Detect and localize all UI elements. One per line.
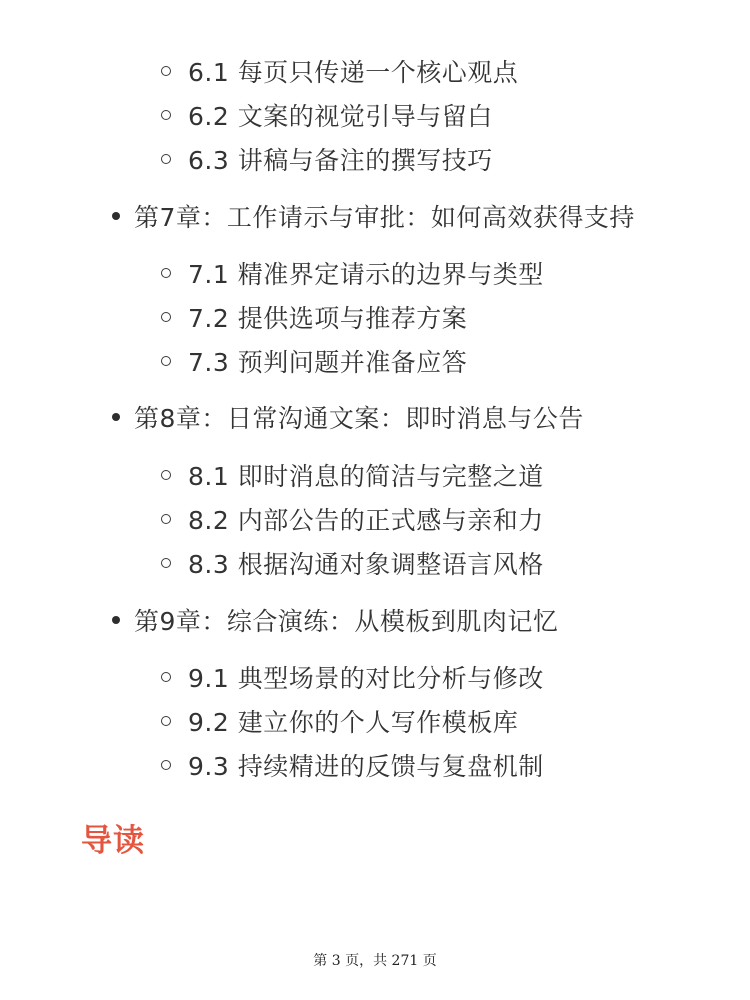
- toc-section-label: 8.3 根据沟通对象调整语言风格: [188, 550, 544, 579]
- toc-chapter-label: 第7章：工作请示与审批：如何高效获得支持: [134, 203, 635, 232]
- section-heading: 导读: [81, 823, 145, 859]
- toc-chapter-label: 第9章：综合演练：从模板到肌肉记忆: [134, 607, 559, 636]
- toc-section-9-2[interactable]: [161, 701, 518, 741]
- toc-section-6-2[interactable]: [161, 95, 493, 135]
- toc-section-label: 8.1 即时消息的简洁与完整之道: [188, 462, 544, 491]
- toc-section-7-3[interactable]: [161, 341, 467, 381]
- toc-section-8-2[interactable]: [161, 499, 544, 539]
- toc-section-label: 6.2 文案的视觉引导与留白: [188, 102, 493, 131]
- dot-bullet-icon: [112, 413, 120, 421]
- toc-section-9-3[interactable]: [161, 745, 544, 785]
- dot-bullet-icon: [112, 212, 120, 220]
- toc-chapter-7[interactable]: [112, 196, 635, 236]
- circle-bullet-icon: [161, 356, 171, 366]
- toc-section-label: 8.2 内部公告的正式感与亲和力: [188, 506, 544, 535]
- circle-bullet-icon: [161, 268, 171, 278]
- circle-bullet-icon: [161, 470, 171, 480]
- toc-section-label: 9.2 建立你的个人写作模板库: [188, 708, 519, 737]
- toc-section-label: 7.3 预判问题并准备应答: [188, 348, 468, 377]
- circle-bullet-icon: [161, 66, 171, 76]
- toc-section-8-1[interactable]: [161, 455, 544, 495]
- toc-chapter-label: 第8章：日常沟通文案：即时消息与公告: [134, 404, 584, 433]
- circle-bullet-icon: [161, 672, 171, 682]
- toc-section-label: 9.3 持续精进的反馈与复盘机制: [188, 752, 544, 781]
- circle-bullet-icon: [161, 760, 171, 770]
- toc-section-7-1[interactable]: [161, 253, 544, 293]
- toc-chapter-9[interactable]: [112, 600, 558, 640]
- toc-section-label: 6.1 每页只传递一个核心观点: [188, 58, 519, 87]
- toc-section-8-3[interactable]: [161, 543, 544, 583]
- circle-bullet-icon: [161, 716, 171, 726]
- circle-bullet-icon: [161, 312, 171, 322]
- circle-bullet-icon: [161, 514, 171, 524]
- toc-section-label: 6.3 讲稿与备注的撰写技巧: [188, 146, 493, 175]
- toc-section-6-1[interactable]: [161, 51, 518, 91]
- dot-bullet-icon: [112, 616, 120, 624]
- circle-bullet-icon: [161, 558, 171, 568]
- circle-bullet-icon: [161, 110, 171, 120]
- toc-section-label: 7.2 提供选项与推荐方案: [188, 304, 468, 333]
- toc-chapter-8[interactable]: [112, 397, 584, 437]
- circle-bullet-icon: [161, 154, 171, 164]
- toc-section-6-3[interactable]: [161, 139, 493, 179]
- toc-section-9-1[interactable]: [161, 657, 544, 697]
- toc-section-7-2[interactable]: [161, 297, 467, 337]
- toc-section-label: 9.1 典型场景的对比分析与修改: [188, 664, 544, 693]
- toc-section-label: 7.1 精准界定请示的边界与类型: [188, 260, 544, 289]
- page-number-footer: 第 3 页，共 271 页: [313, 953, 437, 969]
